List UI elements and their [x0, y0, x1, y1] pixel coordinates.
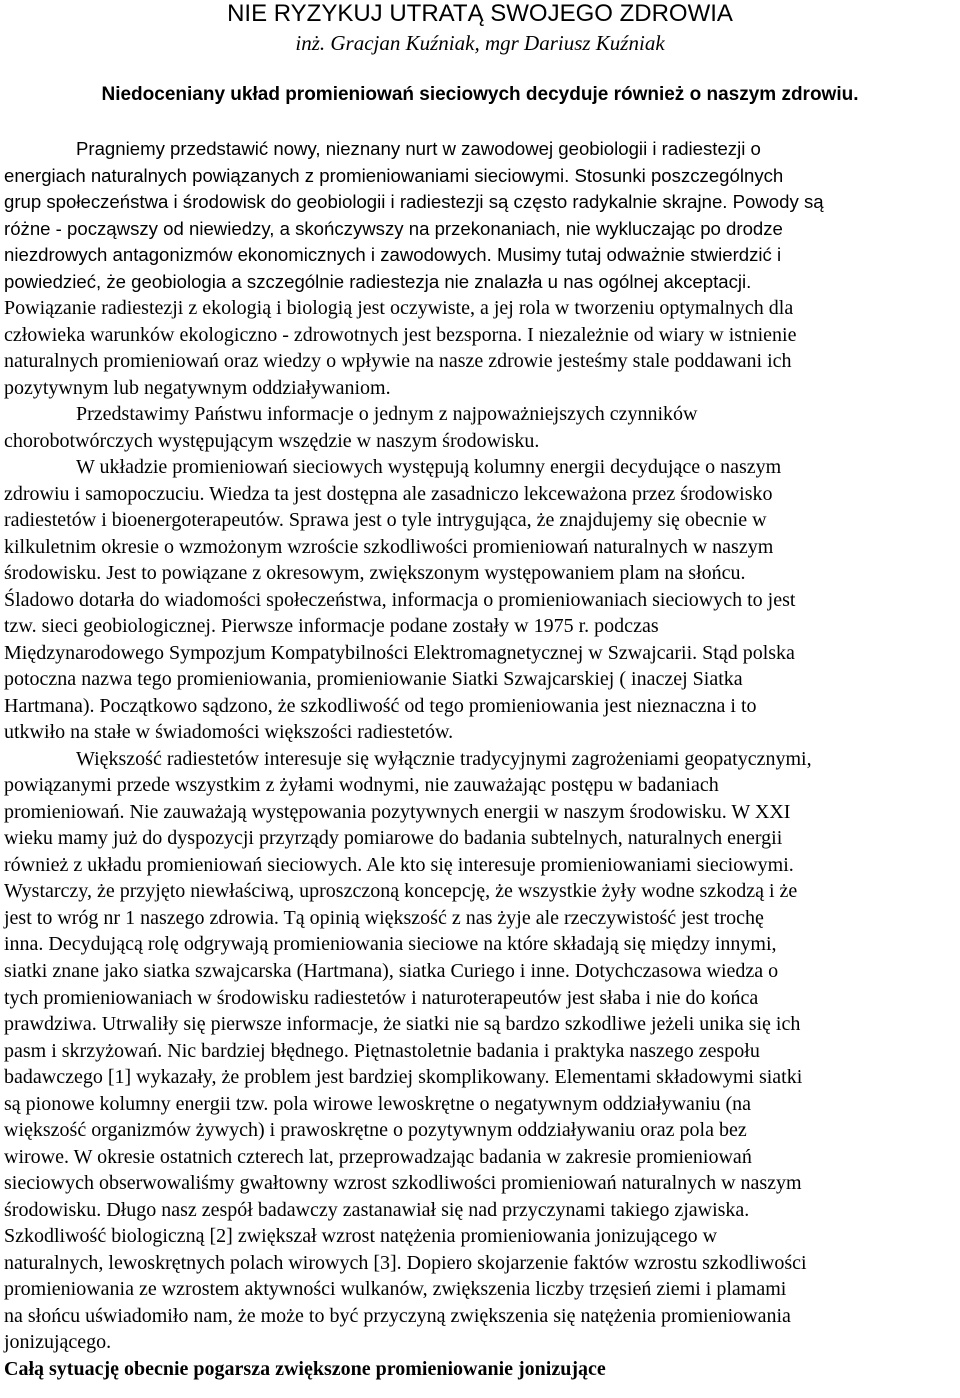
document-title: NIE RYZYKUJ UTRATĄ SWOJEGO ZDROWIA: [227, 0, 733, 27]
text-line: pasm i skrzyżowań. Nic bardziej błędnego. Piętnastoletnie badania i praktyka naszego zespołu: [4, 1039, 760, 1062]
text-line: promieniowań. Nie zauważają występowania pozytywnych energii w naszym środowisku. W XXI: [4, 800, 791, 823]
text-line: naturalnych, lewoskrętnych polach wirowych [3]. Dopiero skojarzenie faktów wzrostu szkodliwości: [4, 1251, 807, 1274]
text-line: Międzynarodowego Sympozjum Kompatybilności Elektromagnetycznej w Szwajcarii. Stąd polska: [4, 641, 795, 664]
text-line: W układzie promieniowań sieciowych występują kolumny energii decydujące o naszym: [76, 456, 782, 479]
text-line: prawdziwa. Utrwaliły się pierwsze informacje, że siatki nie są bardzo szkodliwe jeżeli unika się ich: [4, 1013, 801, 1036]
text-line: wirowe. W okresie ostatnich czterech lat, przeprowadzając badania w zakresie promieniowań: [4, 1145, 752, 1168]
text-line: niezdrowych antagonizmów ekonomicznych i zawodowych. Musimy tutaj odważnie stwierdzić i: [4, 244, 782, 266]
text-line: radiestetów i bioenergoterapeutów. Sprawa jest o tyle intrygująca, że znajdujemy się obecnie w: [4, 509, 767, 532]
text-line: siatki znane jako siatka szwajcarska (Hartmana), siatka Curiego i inne. Dotychczasowa wiedza o: [4, 959, 779, 982]
document-authors: inż. Gracjan Kuźniak, mgr Dariusz Kuźniak: [295, 31, 665, 55]
text-line: wieku mamy już do dyspozycji przyrządy pomiarowe do badania subtelnych, naturalnych energii: [4, 827, 783, 850]
text-line: Przedstawimy Państwu informacje o jednym z najpoważniejszych czynników: [76, 403, 698, 426]
text-line: pozytywnym lub negatywnym oddziaływaniom.: [4, 376, 391, 399]
text-line: powiązanymi przede wszystkim z żyłami wodnymi, nie zauważając postępu w badaniach: [4, 774, 719, 797]
text-line: kilkuletnim okresie o wzmożonym wzroście szkodliwości promieniowań naturalnych w naszym: [4, 535, 774, 558]
text-line: badawczego [1] wykazały, że problem jest bardziej skomplikowany. Elementami składowymi siatki: [4, 1066, 803, 1089]
text-line: na słońcu uświadomiło nam, że może to być przyczyną zwiększenia się natężenia promieniowania: [4, 1304, 791, 1327]
text-line: Śladowo dotarła do wiadomości społeczeństwa, informacja o promieniowaniach sieciowych to jest: [4, 588, 796, 611]
article-body: [4, 136, 958, 1382]
text-line: Szkodliwość biologiczną [2] zwiększał wzrost natężenia promieniowania jonizującego w: [4, 1225, 718, 1248]
document-subtitle: Niedoceniany układ promieniowań sieciowych decyduje również o naszym zdrowiu.: [101, 84, 859, 105]
text-line: tych promieniowaniach w środowisku radiestetów i naturoterapeutów jest słaba i nie do końca: [4, 986, 759, 1009]
text-line: środowisku. Długo nasz zespół badawczy zastanawiał się nad przyczynami takiego zjawiska.: [4, 1198, 750, 1221]
text-line: energiach naturalnych powiązanych z promieniowaniami sieciowymi. Stosunki poszczególnych: [4, 164, 784, 186]
text-line: środowisku. Jest to powiązane z okresowym, zwiększonym występowaniem plam na słońcu.: [4, 562, 746, 585]
text-line: tzw. sieci geobiologicznej. Pierwsze informacje podane zostały w 1975 r. podczas: [4, 615, 659, 638]
text-line: zdrowiu i samopoczuciu. Wiedza ta jest dostępna ale zasadniczo lekceważona przez środowisko: [4, 482, 773, 505]
text-line: chorobotwórczych występującym wszędzie w naszym środowisku.: [4, 429, 540, 452]
text-line: promieniowania ze wzrostem aktywności wulkanów, zwiększenia liczby trzęsień ziemi i plamami: [4, 1278, 787, 1301]
text-line: są pionowe kolumny energii tzw. pola wirowe lewoskrętne o negatywnym oddziaływaniu (na: [4, 1092, 752, 1115]
text-line: Hartmana). Początkowo sądzono, że szkodliwość od tego promieniowania jest nieznaczna i to: [4, 694, 757, 717]
text-line: również z układu promieniowań sieciowych. Ale kto się interesuje promieniowaniami sieciowymi.: [4, 853, 794, 876]
text-line-final: [4, 1356, 958, 1383]
text-line: utkwiło na stałe w świadomości większości radiestetów.: [4, 721, 454, 744]
text-line: Powiązanie radiestezji z ekologią i biologią jest oczywiste, a jej rola w tworzeniu optymalnych dla: [4, 297, 794, 320]
text-line: różne - począwszy od niewiedzy, a skończywszy na przekonaniach, nie wykluczając po drodze: [4, 217, 783, 239]
text-line: jest to wróg nr 1 naszego zdrowia. Tą opinią większość z nas żyje ale rzeczywistość jest trochę: [4, 906, 764, 929]
text-line: Wystarczy, że przyjęto niewłaściwą, uproszczoną koncepcję, że wszystkie żyły wodne szkodzą i że: [4, 880, 798, 903]
text-line: sieciowych obserwowaliśmy gwałtowny wzrost szkodliwości promieniowań naturalnych w naszym: [4, 1172, 802, 1195]
text-line: naturalnych promieniowań oraz wiedzy o wpływie na nasze zdrowie jesteśmy stale poddawani ich: [4, 350, 792, 373]
text-line: Większość radiestetów interesuje się wyłącznie tradycyjnymi zagrożeniami geopatycznymi,: [76, 747, 812, 770]
text-line: inna. Decydującą rolę odgrywają promieniowania sieciowe na które składają się między innymi,: [4, 933, 777, 956]
text-line: grup społeczeństwa i środowisk do geobiologii i radiestezji są często radykalnie skrajne. Powody są: [4, 191, 824, 213]
text-line: powiedzieć, że geobiologia a szczególnie radiestezja nie znalazła u nas ogólnej akceptacji.: [4, 270, 752, 292]
text-line: jonizującego.: [4, 1331, 112, 1354]
text-line: większość organizmów żywych) i prawoskrętne o pozytywnym oddziaływaniu oraz pola bez: [4, 1119, 747, 1142]
bold-emphasis: Całą sytuację obecnie pogarsza zwiększone promieniowanie jonizujące: [4, 1357, 606, 1380]
text-line: Pragniemy przedstawić nowy, nieznany nurt w zawodowej geobiologii i radiestezji o: [76, 138, 761, 159]
text-line: potoczna nazwa tego promieniowania, promieniowanie Siatki Szwajcarskiej ( inaczej Siatka: [4, 668, 743, 691]
text-line: człowieka warunków ekologiczno - zdrowotnych jest bezsporna. I niezależnie od wiary w istnienie: [4, 323, 797, 346]
